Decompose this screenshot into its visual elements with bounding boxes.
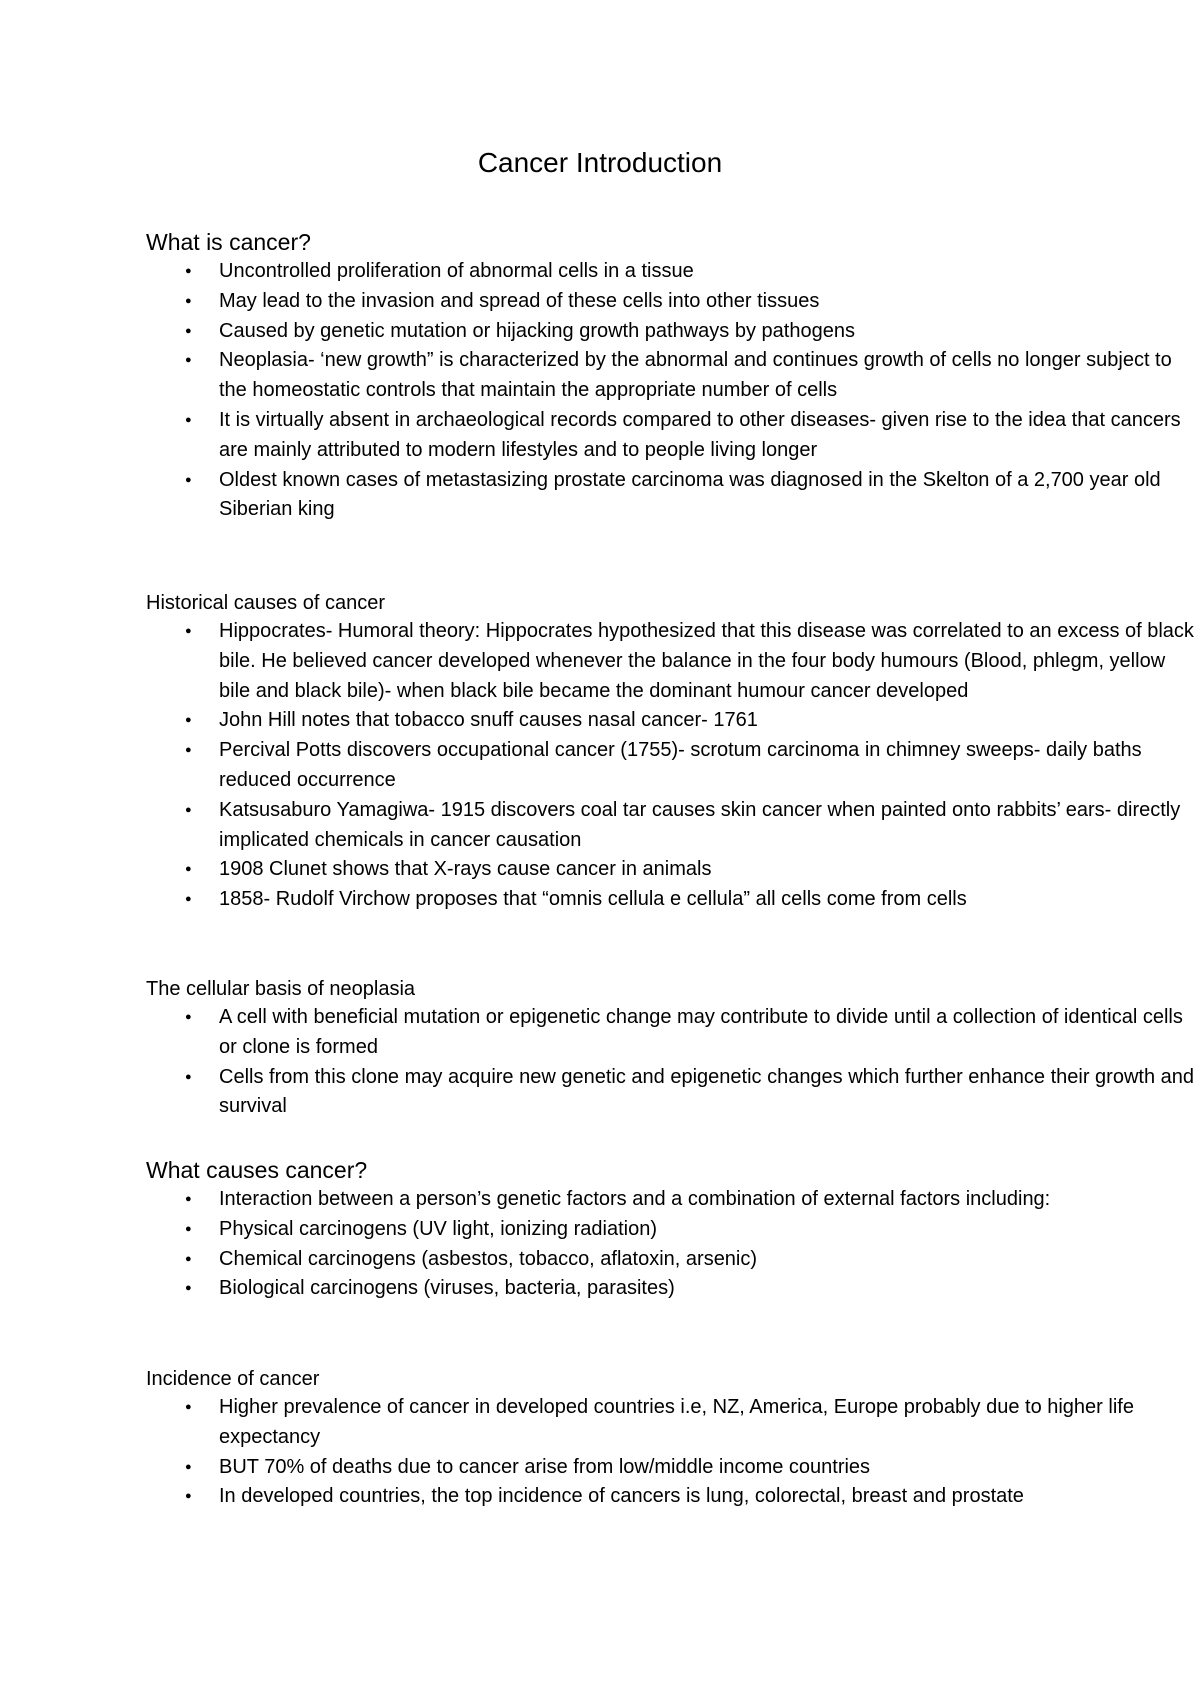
- section-historical-causes: [146, 589, 1199, 915]
- bullet-list: [146, 1185, 1199, 1304]
- section-cellular-basis: [146, 975, 1199, 1122]
- list-item: ● In developed countries, the top incidence of cancers is lung, colorectal, breast and prostate: [146, 1482, 1199, 1512]
- bullet-list: [146, 257, 1199, 525]
- section-heading: Historical causes of cancer: [146, 592, 385, 614]
- list-item: ● Interaction between a person’s genetic factors and a combination of external factors including:: [146, 1185, 1199, 1215]
- list-item: ● A cell with beneficial mutation or epigenetic change may contribute to divide until a collection of identical cells or clone is formed: [146, 1003, 1199, 1063]
- page-title: Cancer Introduction: [477, 147, 723, 178]
- list-item: ● May lead to the invasion and spread of these cells into other tissues: [146, 287, 1199, 317]
- list-item: ● Biological carcinogens (viruses, bacteria, parasites): [146, 1274, 1199, 1304]
- section-incidence: [146, 1365, 1199, 1512]
- section-heading: What causes cancer?: [146, 1157, 368, 1183]
- bullet-list: [146, 1393, 1199, 1512]
- section-what-is-cancer: [146, 228, 1199, 525]
- list-item: ● Oldest known cases of metastasizing prostate carcinoma was diagnosed in the Skelton of a 2,700 year old Siberian king: [146, 466, 1199, 526]
- list-item: ● Physical carcinogens (UV light, ionizing radiation): [146, 1215, 1199, 1245]
- list-item: ● It is virtually absent in archaeological records compared to other diseases- given rise to the idea that cancers are mainly attributed to modern lifestyles and to people living longer: [146, 406, 1199, 466]
- list-item: ● Chemical carcinogens (asbestos, tobacco, aflatoxin, arsenic): [146, 1245, 1199, 1275]
- section-heading: What is cancer?: [146, 229, 311, 255]
- list-item: ● Uncontrolled proliferation of abnormal cells in a tissue: [146, 257, 1199, 287]
- list-item: ● John Hill notes that tobacco snuff causes nasal cancer- 1761: [146, 706, 1199, 736]
- list-item: ● BUT 70% of deaths due to cancer arise from low/middle income countries: [146, 1453, 1199, 1483]
- list-item: ● Hippocrates- Humoral theory: Hippocrates hypothesized that this disease was correlated to an excess of black bile. He believed cancer developed whenever the balance in the four body humours (Blood, phlegm, yellow bile and black bile)- when black bile became the dominant humour cancer developed: [146, 617, 1199, 706]
- section-heading: The cellular basis of neoplasia: [146, 978, 416, 1000]
- bullet-list: [146, 617, 1199, 915]
- section-heading: Incidence of cancer: [146, 1368, 320, 1390]
- list-item: ● Percival Potts discovers occupational cancer (1755)- scrotum carcinoma in chimney sweeps- daily baths reduced occurrence: [146, 736, 1199, 796]
- list-item: ● Caused by genetic mutation or hijacking growth pathways by pathogens: [146, 317, 1199, 347]
- list-item: ● 1858- Rudolf Virchow proposes that “omnis cellula e cellula” all cells come from cells: [146, 885, 1199, 915]
- list-item: ● 1908 Clunet shows that X-rays cause cancer in animals: [146, 855, 1199, 885]
- list-item: ● Higher prevalence of cancer in developed countries i.e, NZ, America, Europe probably due to higher life expectancy: [146, 1393, 1199, 1453]
- list-item: ● Cells from this clone may acquire new genetic and epigenetic changes which further enhance their growth and survival: [146, 1063, 1199, 1123]
- section-what-causes-cancer: [146, 1156, 1199, 1304]
- bullet-list: [146, 1003, 1199, 1122]
- list-item: ● Neoplasia- ‘new growth” is characterized by the abnormal and continues growth of cells no longer subject to the homeostatic controls that maintain the appropriate number of cells: [146, 346, 1199, 406]
- list-item: ● Katsusaburo Yamagiwa- 1915 discovers coal tar causes skin cancer when painted onto rabbits’ ears- directly implicated chemicals in cancer causation: [146, 796, 1199, 856]
